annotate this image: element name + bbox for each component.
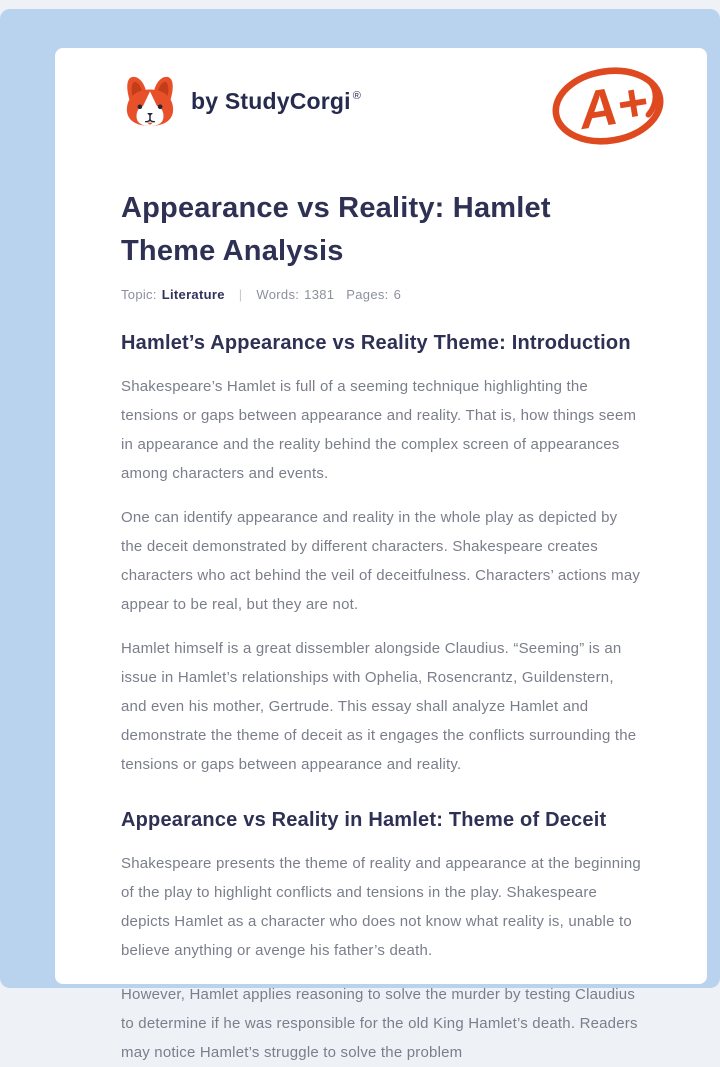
pages-value: 6 [393,287,402,302]
topic-link[interactable]: Literature [161,287,225,302]
header [55,48,707,153]
logo-text [191,88,361,115]
paragraph: One can identify appearance and reality in the whole play as depicted by the deceit demonstrated by different characters. Shakespeare creates characters who act behind the veil of deceitfulness. Characters’ actions may appear to be real, but they are not. [121,509,641,613]
logo-text-label: by StudyCorgi [191,87,351,114]
paragraph: Shakespeare presents the theme of reality and appearance at the beginning of the play to highlight conflicts and tensions in the play. Shakespeare depicts Hamlet as a character who does not know what reality is, unable to believe anything or avenge his father’s death. [121,855,641,959]
words-value: 1381 [304,287,335,302]
corgi-icon [121,75,179,127]
paragraph: However, Hamlet applies reasoning to solve the murder by testing Claudius to determine if he was responsible for the old King Hamlet’s death. Readers may notice Hamlet’s struggle to solve the problem [121,986,638,1061]
pages-label: Pages: [346,287,389,302]
section-heading-theme-of-deceit: Appearance vs Reality in Hamlet: Theme of Deceit [121,809,607,831]
stamp-grade-text: A+ [574,71,652,141]
paragraph: Hamlet himself is a great dissembler alongside Claudius. “Seeming” is an issue in Hamlet’s relationships with Ophelia, Rosencrantz, Guildenstern, and even his mother, Gertrude. This essay shall analyze Hamlet and demonstrate the theme of deceit as it engages the conflicts surrounding the tensions or gaps between appearance and reality. [121,640,637,773]
section-heading-introduction: Hamlet’s Appearance vs Reality Theme: Introduction [121,332,631,354]
page-title: Appearance vs Reality: Hamlet Theme Analysis [121,192,551,267]
a-plus-stamp-icon [547,59,669,153]
words-label: Words: [256,287,300,302]
essay-card [55,48,707,1061]
topic-label: Topic: [121,287,157,302]
meta-separator: | [238,287,243,302]
paragraph: Shakespeare’s Hamlet is full of a seeming technique highlighting the tensions or gaps between appearance and reality. That is, how things seem in appearance and the reality behind the complex screen of appearances among characters and events. [121,378,637,482]
registered-trademark: ® [352,89,362,102]
meta-row [121,287,647,302]
studycorgi-logo[interactable] [121,75,361,127]
